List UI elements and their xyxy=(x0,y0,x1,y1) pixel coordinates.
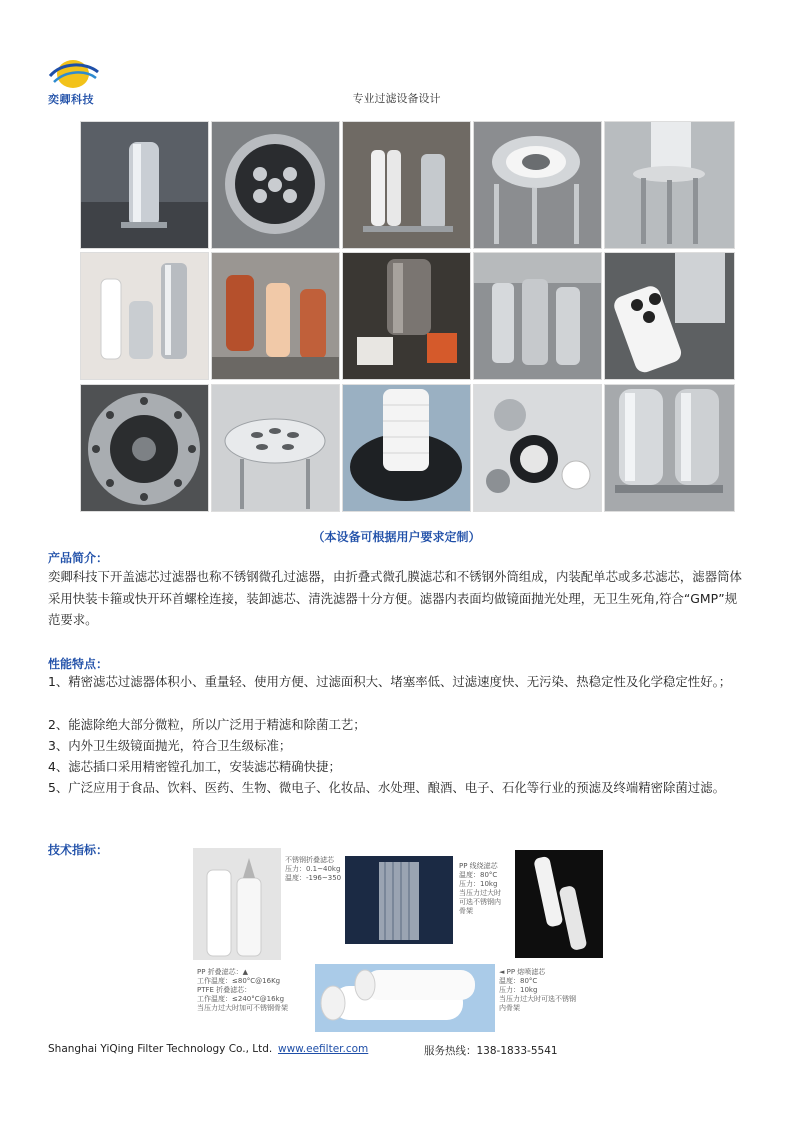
feature-item-3: 3、内外卫生级镜面抛光，符合卫生级标准； xyxy=(48,738,292,753)
feature-item-1: 1、精密滤芯过滤器体积小、重量轻、使用方便、过滤面积大、堵塞率低、过滤速度快、无污染、热稳定性及化学稳定性好。； xyxy=(48,674,732,689)
photo-flange-top-view xyxy=(211,121,340,249)
photo-pleated-cartridge-plate xyxy=(342,384,471,512)
logo-text: 奕卿科技 xyxy=(48,93,94,106)
photo-top-ring-closeup xyxy=(473,121,602,249)
features-heading: 性能特点： xyxy=(48,657,109,671)
photo-lab-housing xyxy=(342,252,471,380)
tech-heading: 技术指标： xyxy=(48,843,109,857)
feature-item-2: 2、能滤除绝大部分微粒，所以广泛用于精滤和除菌工艺； xyxy=(48,717,366,732)
footer-hotline: 服务热线：138-1833-5541 xyxy=(424,1045,558,1057)
photo-housing-legs xyxy=(604,121,735,249)
photo-double-housings xyxy=(604,384,735,512)
photo-accessories xyxy=(473,384,602,512)
product-photo-grid xyxy=(80,121,733,517)
header-title: 专业过滤设备设计 xyxy=(352,92,441,105)
tech-spec-image xyxy=(193,848,603,1033)
footer-website-link[interactable]: www.eefilter.com xyxy=(278,1043,369,1055)
tech-label-pp-meltblown: ◄ PP 熔喷滤芯 温度：80°C 压力：10kg 当压力过大时可选不锈钢 内骨架 xyxy=(499,968,576,1012)
photo-workshop-housings xyxy=(473,252,602,380)
tech-label-pp-pleated: PP 折叠滤芯：▲ 工作温度：≤80°C@16Kg PTFE 折叠滤芯： 工作温度：≤240°C@16kg 当压力过大时加可不锈钢骨架 xyxy=(197,968,288,1012)
intro-heading: 产品简介： xyxy=(48,551,109,565)
tech-label-steel: 不锈钢折叠滤芯 压力：0.1~40kg 温度：-196~350 xyxy=(285,856,342,882)
photo-perforated-plate xyxy=(211,384,340,512)
intro-text: 奕卿科技下开盖滤芯过滤器也称不锈钢微孔过滤器，由折叠式微孔膜滤芯和不锈钢外筒组成，内装配单芯或多芯滤芯，滤器筒体采用快装卡箍或快开环首螺栓连接，装卸滤芯、清洗滤器十分方便。滤器内表面均做镜面抛光处理，无卫生死角,符合“GMP”规范要求。 xyxy=(48,569,742,627)
photo-single-housing-dark xyxy=(80,121,209,249)
feature-item-5: 5、广泛应用于食品、饮料、医药、生物、微电子、化妆品、水处理、酿酒、电子、石化等行业的预滤及终端精密除菌过滤。 xyxy=(48,780,725,795)
feature-item-4: 4、滤芯插口采用精密镗孔加工，安装滤芯精确快捷； xyxy=(48,759,341,774)
photo-housings-with-cartridge xyxy=(80,252,209,380)
photo-round-flange-plate xyxy=(80,384,209,512)
footer-company: Shanghai YiQing Filter Technology Co., Ltd. xyxy=(48,1043,273,1055)
photo-copper-housings xyxy=(211,252,340,380)
customization-caption: （本设备可根据用户要求定制） xyxy=(312,530,481,544)
photo-open-multi-cartridge xyxy=(604,252,735,380)
photo-housing-with-cartridges xyxy=(342,121,471,249)
tech-label-pp-wound: PP 线绕滤芯 温度：80°C 压力：10kg 当压力过大时 可选不锈钢内 骨架 xyxy=(459,862,501,915)
